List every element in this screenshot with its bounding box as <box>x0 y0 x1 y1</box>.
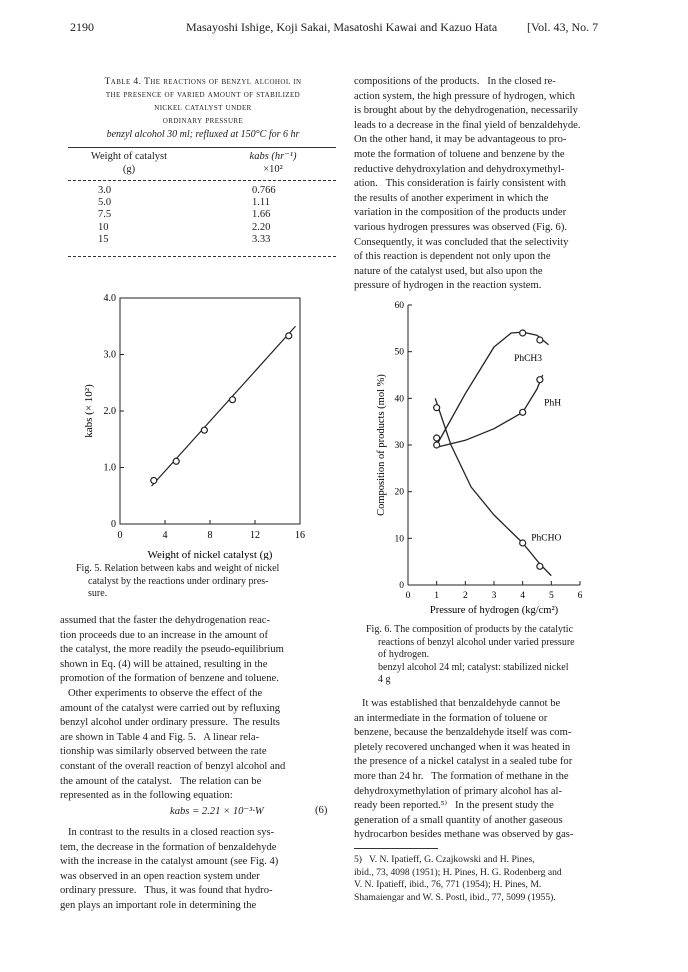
footnote-rule <box>354 848 438 849</box>
equation-6: kabs = 2.21 × 10⁻³·W <box>170 806 264 817</box>
table-cell-weight: 3.0 <box>98 184 112 196</box>
table-cell-weight: 5.0 <box>98 197 112 209</box>
y-tick-label: 1.0 <box>103 462 116 474</box>
text-line: variation in the composition of the products under <box>354 207 567 219</box>
text-line: is brought about by the dehydrogenation, necessarily <box>354 105 578 117</box>
table4-body <box>96 184 278 246</box>
figure-6-chart <box>372 297 608 621</box>
table4-col2-header-line: kabs (hr⁻¹) <box>249 151 297 162</box>
table-cell-k: 0.766 <box>252 184 276 196</box>
x-tick-label: 16 <box>295 530 305 541</box>
y-tick-label: 50 <box>394 347 404 358</box>
table4-bottom-rule <box>68 256 336 257</box>
data-point-phch3 <box>520 330 526 336</box>
table-cell-weight: 15 <box>98 234 109 246</box>
text-line: assumed that the faster the dehydrogenation reac- <box>60 615 271 626</box>
table4-title-line: Table 4. The reactions of benzyl alcohol in <box>104 76 302 87</box>
x-axis-label: Pressure of hydrogen (kg/cm²) <box>429 605 559 616</box>
data-point-phcho <box>537 563 543 569</box>
fig6-caption-line: reactions of benzyl alcohol under varied pressure <box>378 636 575 648</box>
x-tick-label: 0 <box>405 591 411 601</box>
table4-top-rule <box>68 147 336 148</box>
text-line: dehydroxymethylation of primary alcohol has al- <box>354 785 562 797</box>
table4-conditions: benzyl alcohol 30 ml; refluxed at 150°C for 6 hr <box>106 129 300 140</box>
y-tick-label: 40 <box>394 394 404 405</box>
text-line: represented as in the following equation: <box>60 790 233 802</box>
text-line: ordinary pressure. Thus, it was found that hydro- <box>60 885 273 897</box>
table4-col1-header-line: Weight of catalyst <box>90 151 168 162</box>
text-line: It was established that benzaldehyde cannot be <box>354 698 561 709</box>
table4-title-line: ordinary pressure <box>162 115 244 126</box>
series-label-phch3: PhCH3 <box>514 354 543 364</box>
y-axis-label: kabs (× 10²) <box>83 384 95 438</box>
series-label-phcho: PhCHO <box>531 533 562 544</box>
data-point-phcho <box>520 540 526 546</box>
table4-header-rule <box>68 180 336 181</box>
text-line: are shown in Table 4 and Fig. 5. A linear rela- <box>60 731 260 743</box>
table4-col2-header-line: ×10² <box>263 163 283 175</box>
text-line: more than 24 hr. The formation of methane in the <box>354 770 569 782</box>
text-line: the amount of the catalyst. The relation can be <box>60 775 262 787</box>
table4-title <box>68 75 338 127</box>
text-line: action system, the high pressure of hydrogen, which <box>354 90 575 102</box>
data-point-phch3 <box>537 337 543 343</box>
y-tick-label: 4.0 <box>103 293 116 304</box>
fig5-caption-line: catalyst by the reactions under ordinary pres- <box>88 575 269 587</box>
text-line: gen plays an important role in determining the <box>60 899 257 911</box>
y-axis-label: Composition of products (mol %) <box>376 374 387 516</box>
text-line: 5) V. N. Ipatieff, G. Czajkowski and H. Pines, <box>354 854 535 865</box>
right-column-top-text <box>354 75 624 294</box>
text-line: shown in Eq. (4) will be attained, resulting in the <box>60 658 268 670</box>
x-tick-label: 2 <box>462 591 468 601</box>
fig6-caption-line: benzyl alcohol 24 ml; catalyst: stabilized nickel <box>378 661 569 673</box>
figure-5-chart <box>76 288 308 560</box>
fig6-caption-line: of hydrogen. <box>378 649 430 661</box>
table-row <box>96 196 278 208</box>
text-line: the presence of a nickel catalyst in a sealed tube for <box>354 756 573 768</box>
text-line: amount of the catalyst were carried out by refluxing <box>60 702 281 714</box>
x-tick-label: 12 <box>250 530 260 541</box>
equation-number: (6) <box>315 805 328 816</box>
text-line: ibid., 73, 4098 (1951); H. Pines, H. G. Rodenberg and <box>354 866 562 878</box>
table-cell-k: 3.33 <box>252 234 271 246</box>
text-line: benzene, because the benzaldehyde itself was com- <box>354 727 572 739</box>
text-line: leads to a decrease in the final yield of benzaldehyde. <box>354 119 581 131</box>
x-tick-label: 3 <box>491 591 497 601</box>
data-point <box>201 427 207 433</box>
fig5-caption <box>76 563 336 601</box>
text-line: was observed in an open reaction system under <box>60 870 260 882</box>
left-column-body-text-2 <box>60 826 336 914</box>
text-line: ready been reported.⁵⁾ In the present study the <box>354 800 554 812</box>
text-line: On the other hand, it may be advantageous to pro- <box>354 134 567 146</box>
table-cell-weight: 7.5 <box>98 209 112 221</box>
fig6-caption <box>366 624 628 687</box>
text-line: pletely recovered unchanged when it was heated in <box>354 741 571 753</box>
data-point-phh <box>537 377 543 383</box>
table4-title-line: nickel catalyst under <box>154 102 252 113</box>
table-cell-k: 1.11 <box>252 197 270 209</box>
table-cell-weight: 10 <box>98 221 109 233</box>
y-tick-label: 10 <box>394 534 404 545</box>
x-tick-label: 0 <box>117 530 123 541</box>
x-tick-label: 5 <box>548 591 554 601</box>
data-point-phh <box>520 409 526 415</box>
data-point-phch3 <box>434 435 440 441</box>
series-line-phh <box>437 375 543 447</box>
right-column-body-text <box>354 697 624 843</box>
data-point <box>151 477 157 483</box>
y-tick-label: 2.0 <box>103 406 116 417</box>
text-line: the results of another experiment in which the <box>354 192 549 204</box>
x-tick-label: 1 <box>434 591 440 601</box>
y-tick-label: 0 <box>399 581 404 591</box>
volume-info: [Vol. 43, No. 7 <box>527 20 599 34</box>
text-line: promotion of the formation of benzene and toluene. <box>60 673 279 685</box>
text-line: the catalyst, the more readily the pseudo-equilibrium <box>60 644 284 656</box>
text-line: with the increase in the catalyst amount (see Fig. 4) <box>60 856 279 868</box>
running-authors: Masayoshi Ishige, Koji Sakai, Masatoshi Kawai and Kazuo Hata <box>186 20 498 34</box>
fig5-caption-line: Fig. 5. Relation between kabs and weight of nickel <box>76 563 280 574</box>
series-line-phch3 <box>437 332 549 445</box>
text-line: an intermediate in the formation of toluene or <box>354 712 548 724</box>
x-tick-label: 4 <box>162 530 168 541</box>
table4-col1-header-line: (g) <box>122 163 136 175</box>
x-tick-label: 8 <box>207 530 213 541</box>
text-line: V. N. Ipatieff, ibid., 76, 771 (1954); H. Pines, M. <box>354 879 542 891</box>
text-line: mote the formation of toluene and benzene by the <box>354 148 565 160</box>
y-tick-label: 60 <box>394 301 404 311</box>
fig6-caption-line: Fig. 6. The composition of products by the catalytic <box>366 624 574 635</box>
table-row <box>96 234 278 246</box>
table-row <box>96 221 278 233</box>
x-tick-label: 6 <box>577 591 583 601</box>
series-line-phcho <box>435 398 551 575</box>
y-tick-label: 30 <box>394 441 404 451</box>
x-axis-label: Weight of nickel catalyst (g) <box>147 549 273 560</box>
table-cell-k: 2.20 <box>252 221 271 233</box>
table-row <box>96 184 278 196</box>
table-cell-k: 1.66 <box>252 209 271 221</box>
data-point-phcho <box>434 405 440 411</box>
data-point <box>173 458 179 464</box>
text-line: tionship was similarly observed between the rate <box>60 746 267 758</box>
y-tick-label: 0 <box>111 519 116 530</box>
x-tick-label: 4 <box>520 591 526 601</box>
footnote-5 <box>354 854 624 904</box>
table4-col1-header <box>74 151 184 176</box>
data-point <box>286 333 292 339</box>
text-line: constant of the overall reaction of benzyl alcohol and <box>60 760 286 772</box>
text-line: compositions of the products. In the closed re- <box>354 76 556 87</box>
data-point <box>230 397 236 403</box>
text-line: generation of a small quantity of another gaseous <box>354 814 563 826</box>
text-line: various hydrogen pressures was observed (Fig. 6). <box>354 221 568 233</box>
text-line: tem, the decrease in the formation of benzaldehyde <box>60 841 277 853</box>
text-line: benzyl alcohol under ordinary pressure. The results <box>60 717 280 729</box>
text-line: Other experiments to observe the effect of the <box>60 687 263 699</box>
text-line: nature of the catalyst used, but also upon the <box>354 265 543 277</box>
table4-col2-header <box>228 151 318 176</box>
text-line: ation. This consideration is fairly consistent with <box>354 178 566 190</box>
text-line: tion proceeds due to an increase in the amount of <box>60 629 268 641</box>
series-label-phh: PhH <box>544 398 562 409</box>
text-line: of this reaction is dependent not only upon the <box>354 251 551 263</box>
fig6-caption-line: 4 g <box>378 674 391 686</box>
table4-title-line: the presence of varied amount of stabilized <box>105 89 301 100</box>
text-line: In contrast to the results in a closed reaction sys- <box>60 827 275 838</box>
text-line: hydrocarbon besides methane was observed by gas- <box>354 829 574 841</box>
table-row <box>96 209 278 221</box>
plot-frame <box>120 298 300 524</box>
y-tick-label: 20 <box>394 487 404 498</box>
fig5-caption-line: sure. <box>88 588 108 600</box>
text-line: reductive dehydroxylation and dehydroxymethyl- <box>354 163 565 175</box>
left-column-body-text <box>60 614 336 804</box>
text-line: Consequently, it was concluded that the selectivity <box>354 236 569 248</box>
page-number: 2190 <box>70 20 94 34</box>
text-line: Shamaiengar and W. S. Postl, ibid., 77, 5099 (1955). <box>354 891 556 903</box>
text-line: pressure of hydrogen in the reaction system. <box>354 280 542 292</box>
data-point-phh <box>434 442 440 448</box>
y-tick-label: 3.0 <box>103 349 116 361</box>
